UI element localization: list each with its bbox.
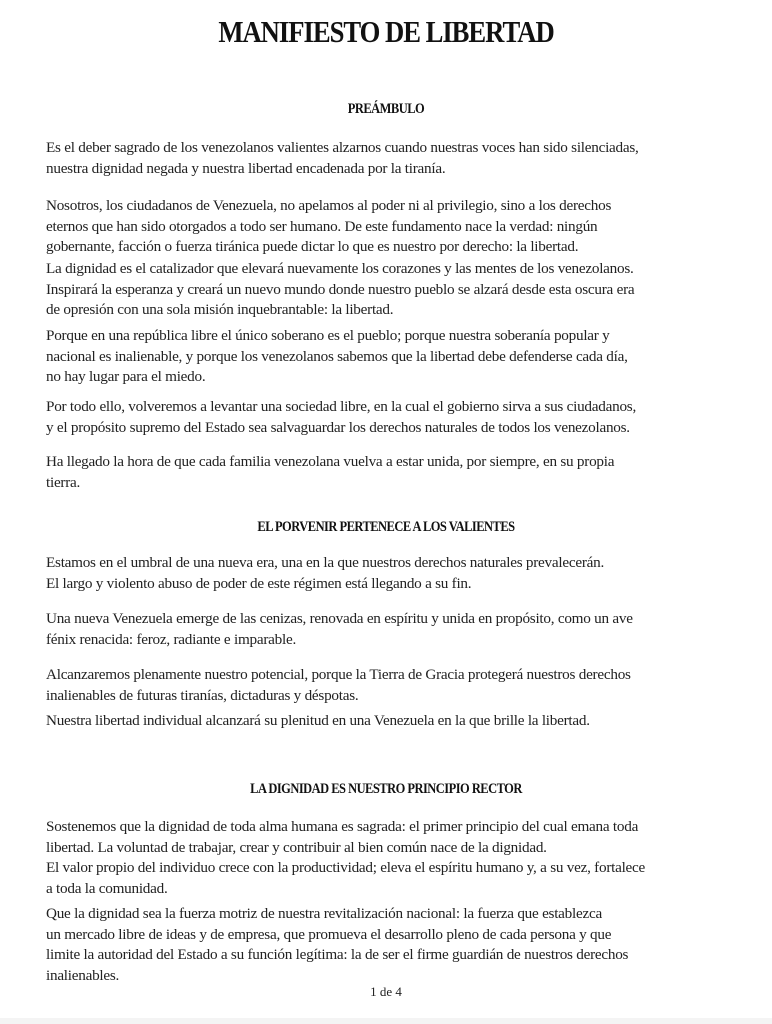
text-line: tierra. [46, 473, 81, 491]
text-line: de opresión con una sola misión inquebrantable: la libertad. [46, 301, 394, 318]
section-heading-preambulo: PREÁMBULO [347, 101, 425, 117]
text-line: limite la autoridad del Estado a su función legítima: la de ser el firme guardián de nuestros derechos [46, 946, 629, 963]
text-line: a toda la comunidad. [46, 879, 168, 897]
paragraph [46, 904, 746, 986]
text-line: El largo y violento abuso de poder de este régimen está llegando a su fin. [46, 574, 472, 592]
paragraph [46, 259, 746, 321]
text-line: libertad. La voluntad de trabajar, crear y contribuir al bien común nace de la dignidad. [46, 838, 547, 856]
paragraph [46, 138, 746, 179]
text-line: Por todo ello, volveremos a levantar una sociedad libre, en la cual el gobierno sirva a sus ciudadanos, [46, 398, 636, 415]
section-heading-dignidad: LA DIGNIDAD ES NUESTRO PRINCIPIO RECTOR [250, 781, 522, 797]
document-title: MANIFIESTO DE LIBERTAD [218, 14, 554, 49]
text-line: no hay lugar para el miedo. [46, 368, 206, 385]
text-line: Que la dignidad sea la fuerza motriz de nuestra revitalización nacional: la fuerza que establezca [46, 905, 602, 922]
text-line: Una nueva Venezuela emerge de las cenizas, renovada en espíritu y unida en propósito, como un ave [46, 610, 633, 627]
text-line: fénix renacida: feroz, radiante e imparable. [46, 630, 296, 648]
page-edge [0, 1018, 772, 1024]
text-line: Estamos en el umbral de una nueva era, una en la que nuestros derechos naturales prevalecerán. [46, 554, 605, 571]
paragraph [46, 553, 746, 594]
text-line: nuestra dignidad negada y nuestra libertad encadenada por la tiranía. [46, 159, 446, 177]
text-line: Porque en una república libre el único soberano es el pueblo; porque nuestra soberanía popular y [46, 327, 610, 344]
text-line: Es el deber sagrado de los venezolanos valientes alzarnos cuando nuestras voces han sido silenciadas, [46, 139, 639, 156]
text-line: Alcanzaremos plenamente nuestro potencial, porque la Tierra de Gracia protegerá nuestros derechos [46, 666, 631, 683]
paragraph [46, 326, 746, 388]
text-line: y el propósito supremo del Estado sea salvaguardar los derechos naturales de todos los venezolanos. [46, 418, 630, 436]
text-line: nacional es inalienable, y porque los venezolanos sabemos que la libertad debe defenderse cada día, [46, 347, 628, 365]
paragraph [46, 817, 746, 899]
text-line: gobernante, facción o fuerza tiránica puede dictar lo que es nuestro por derecho: la libertad. [46, 238, 579, 255]
text-line: Sostenemos que la dignidad de toda alma humana es sagrada: el primer principio del cual emana toda [46, 818, 639, 835]
text-line: un mercado libre de ideas y de empresa, que promueva el desarrollo pleno de cada persona y que [46, 925, 612, 943]
paragraph [46, 196, 746, 258]
text-line: Nuestra libertad individual alcanzará su plenitud en una Venezuela en la que brille la libertad. [46, 712, 590, 729]
text-line: La dignidad es el catalizador que elevará nuevamente los corazones y las mentes de los venezolanos. [46, 260, 634, 277]
text-line: El valor propio del individuo crece con la productividad; eleva el espíritu humano y, a su vez, fortalece [46, 859, 646, 876]
page-number: 1 de 4 [370, 984, 402, 999]
section-heading-porvenir: EL PORVENIR PERTENECE A LOS VALIENTES [257, 519, 515, 535]
text-line: Ha llegado la hora de que cada familia venezolana vuelva a estar unida, por siempre, en su propia [46, 453, 615, 470]
text-line: eternos que han sido otorgados a todo ser humano. De este fundamento nace la verdad: ningún [46, 217, 598, 235]
paragraph [46, 452, 746, 493]
text-line: inalienables de futuras tiranías, dictaduras y déspotas. [46, 686, 359, 704]
text-line: Nosotros, los ciudadanos de Venezuela, no apelamos al poder ni al privilegio, sino a los derechos [46, 197, 612, 214]
paragraph [46, 711, 746, 732]
paragraph [46, 665, 746, 706]
paragraph [46, 609, 746, 650]
paragraph [46, 397, 746, 438]
text-line: inalienables. [46, 966, 120, 984]
text-line: Inspirará la esperanza y creará un nuevo mundo donde nuestro pueblo se alzará desde esta oscura era [46, 280, 635, 298]
